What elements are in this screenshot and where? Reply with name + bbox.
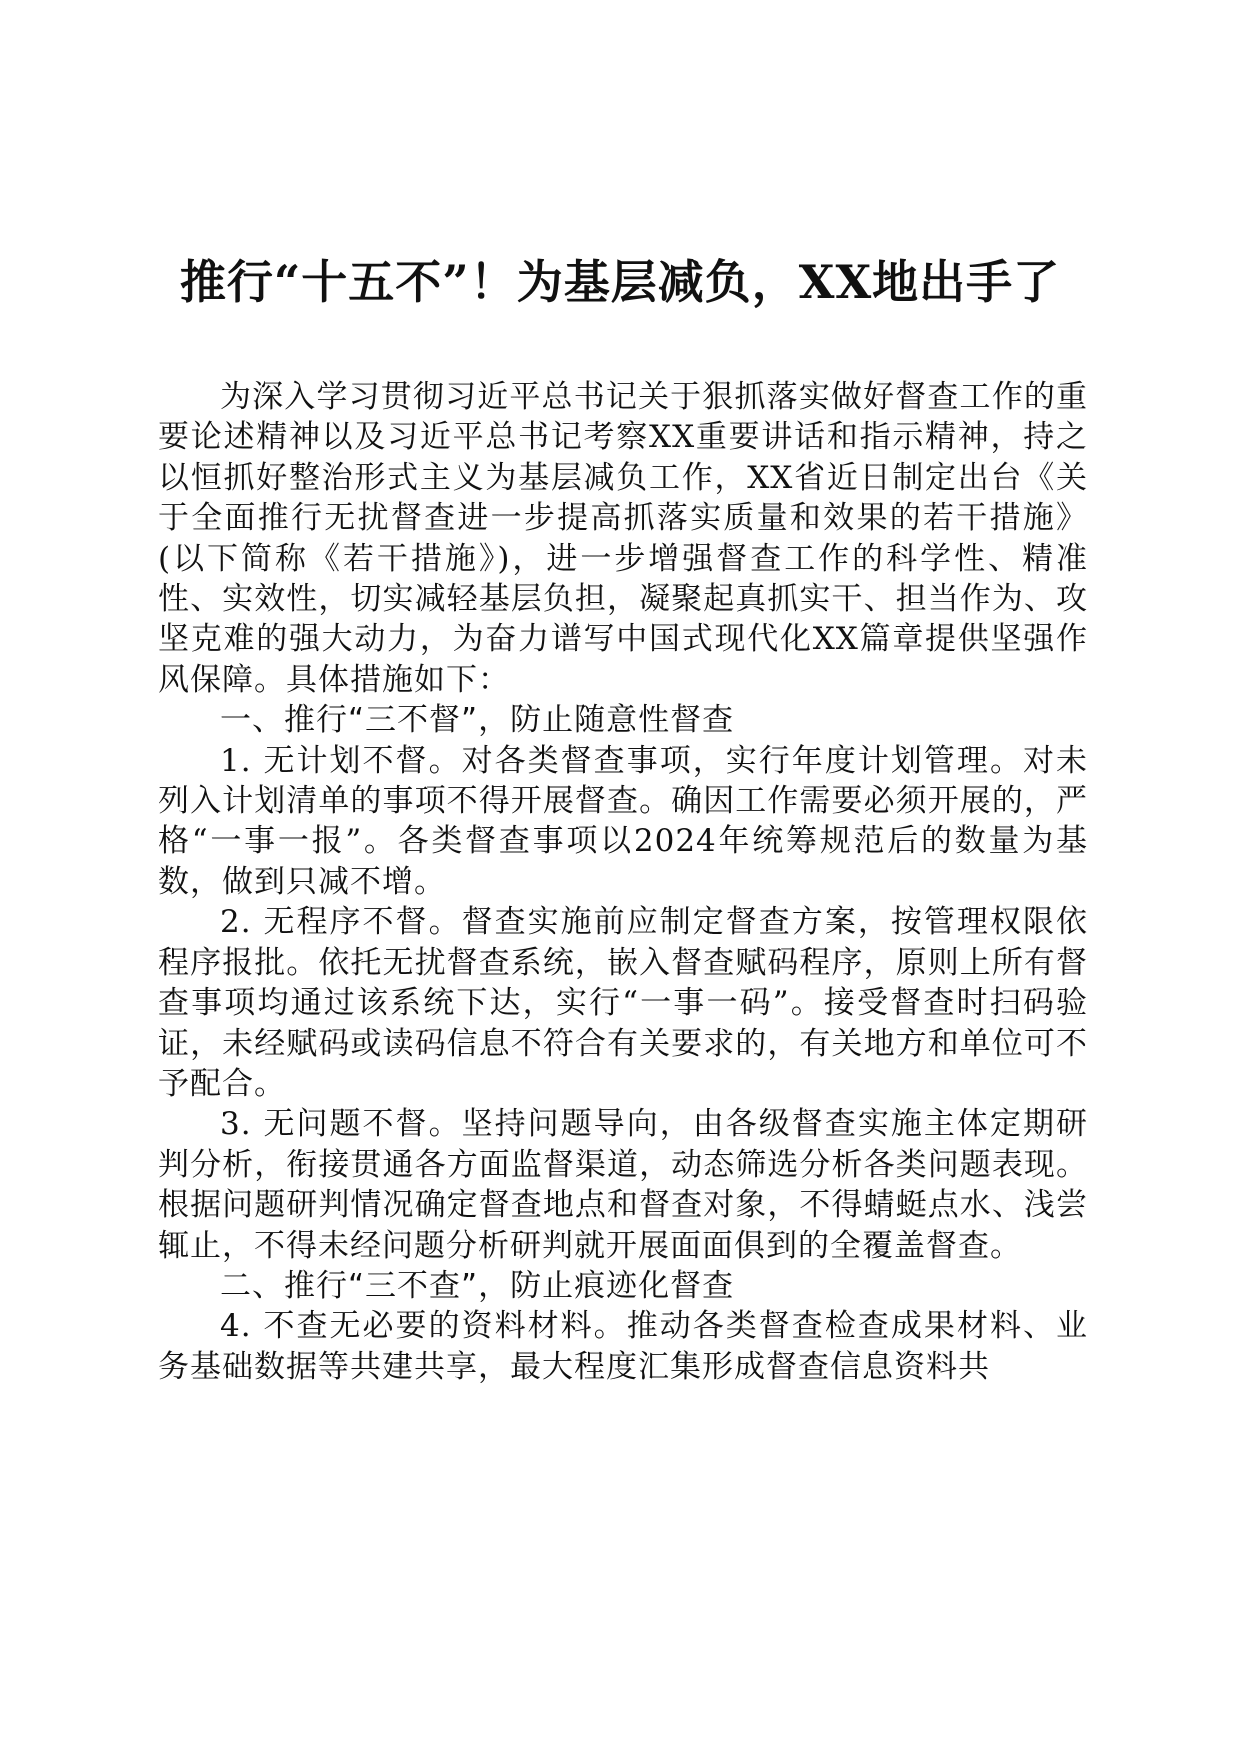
section-heading-2: 二、推行“三不查”，防止痕迹化督查 xyxy=(220,1267,735,1304)
document-body xyxy=(158,377,1088,1387)
document-title: 推行“十五不”！为基层减负，XX地出手了 xyxy=(179,255,1061,309)
measure-paragraph-3: 3. 无问题不督。坚持问题导向，由各级督查实施主体定期研判分析，衔接贯通各方面监督渠道，动态筛选分析各类问题表现。根据问题研判情况确定督查地点和督查对象，不得蜻蜓点水、浅尝辄止，不得未经问题分析研判就开展面面俱到的全覆盖督查。 xyxy=(158,1106,1088,1264)
measure-paragraph-1: 1. 无计划不督。对各类督查事项，实行年度计划管理。对未列入计划清单的事项不得开展督查。确因工作需要必须开展的，严格“一事一报”。各类督查事项以2024年统筹规范后的数量为基数，做到只减不增。 xyxy=(158,742,1088,900)
measure-paragraph-4: 4. 不查无必要的资料材料。推动各类督查检查成果材料、业务基础数据等共建共享，最大程度汇集形成督查信息资料共 xyxy=(158,1308,1088,1385)
intro-paragraph: 为深入学习贯彻习近平总书记关于狠抓落实做好督查工作的重要论述精神以及习近平总书记考察XX重要讲话和指示精神，持之以恒抓好整治形式主义为基层减负工作，XX省近日制定出台《关于全面推行无扰督查进一步提高抓落实质量和效果的若干措施》(以下简称《若干措施》)，进一步增强督查工作的科学性、精准性、实效性，切实减轻基层负担，凝聚起真抓实干、担当作为、攻坚克难的强大动力，为奋力谱写中国式现代化XX篇章提供坚强作风保障。具体措施如下： xyxy=(158,379,1088,698)
measure-paragraph-2: 2. 无程序不督。督查实施前应制定督查方案，按管理权限依程序报批。依托无扰督查系统，嵌入督查赋码程序，原则上所有督查事项均通过该系统下达，实行“一事一码”。接受督查时扫码验证，未经赋码或读码信息不符合有关要求的，有关地方和单位可不予配合。 xyxy=(158,904,1088,1102)
section-heading-1: 一、推行“三不督”，防止随意性督查 xyxy=(220,702,735,739)
